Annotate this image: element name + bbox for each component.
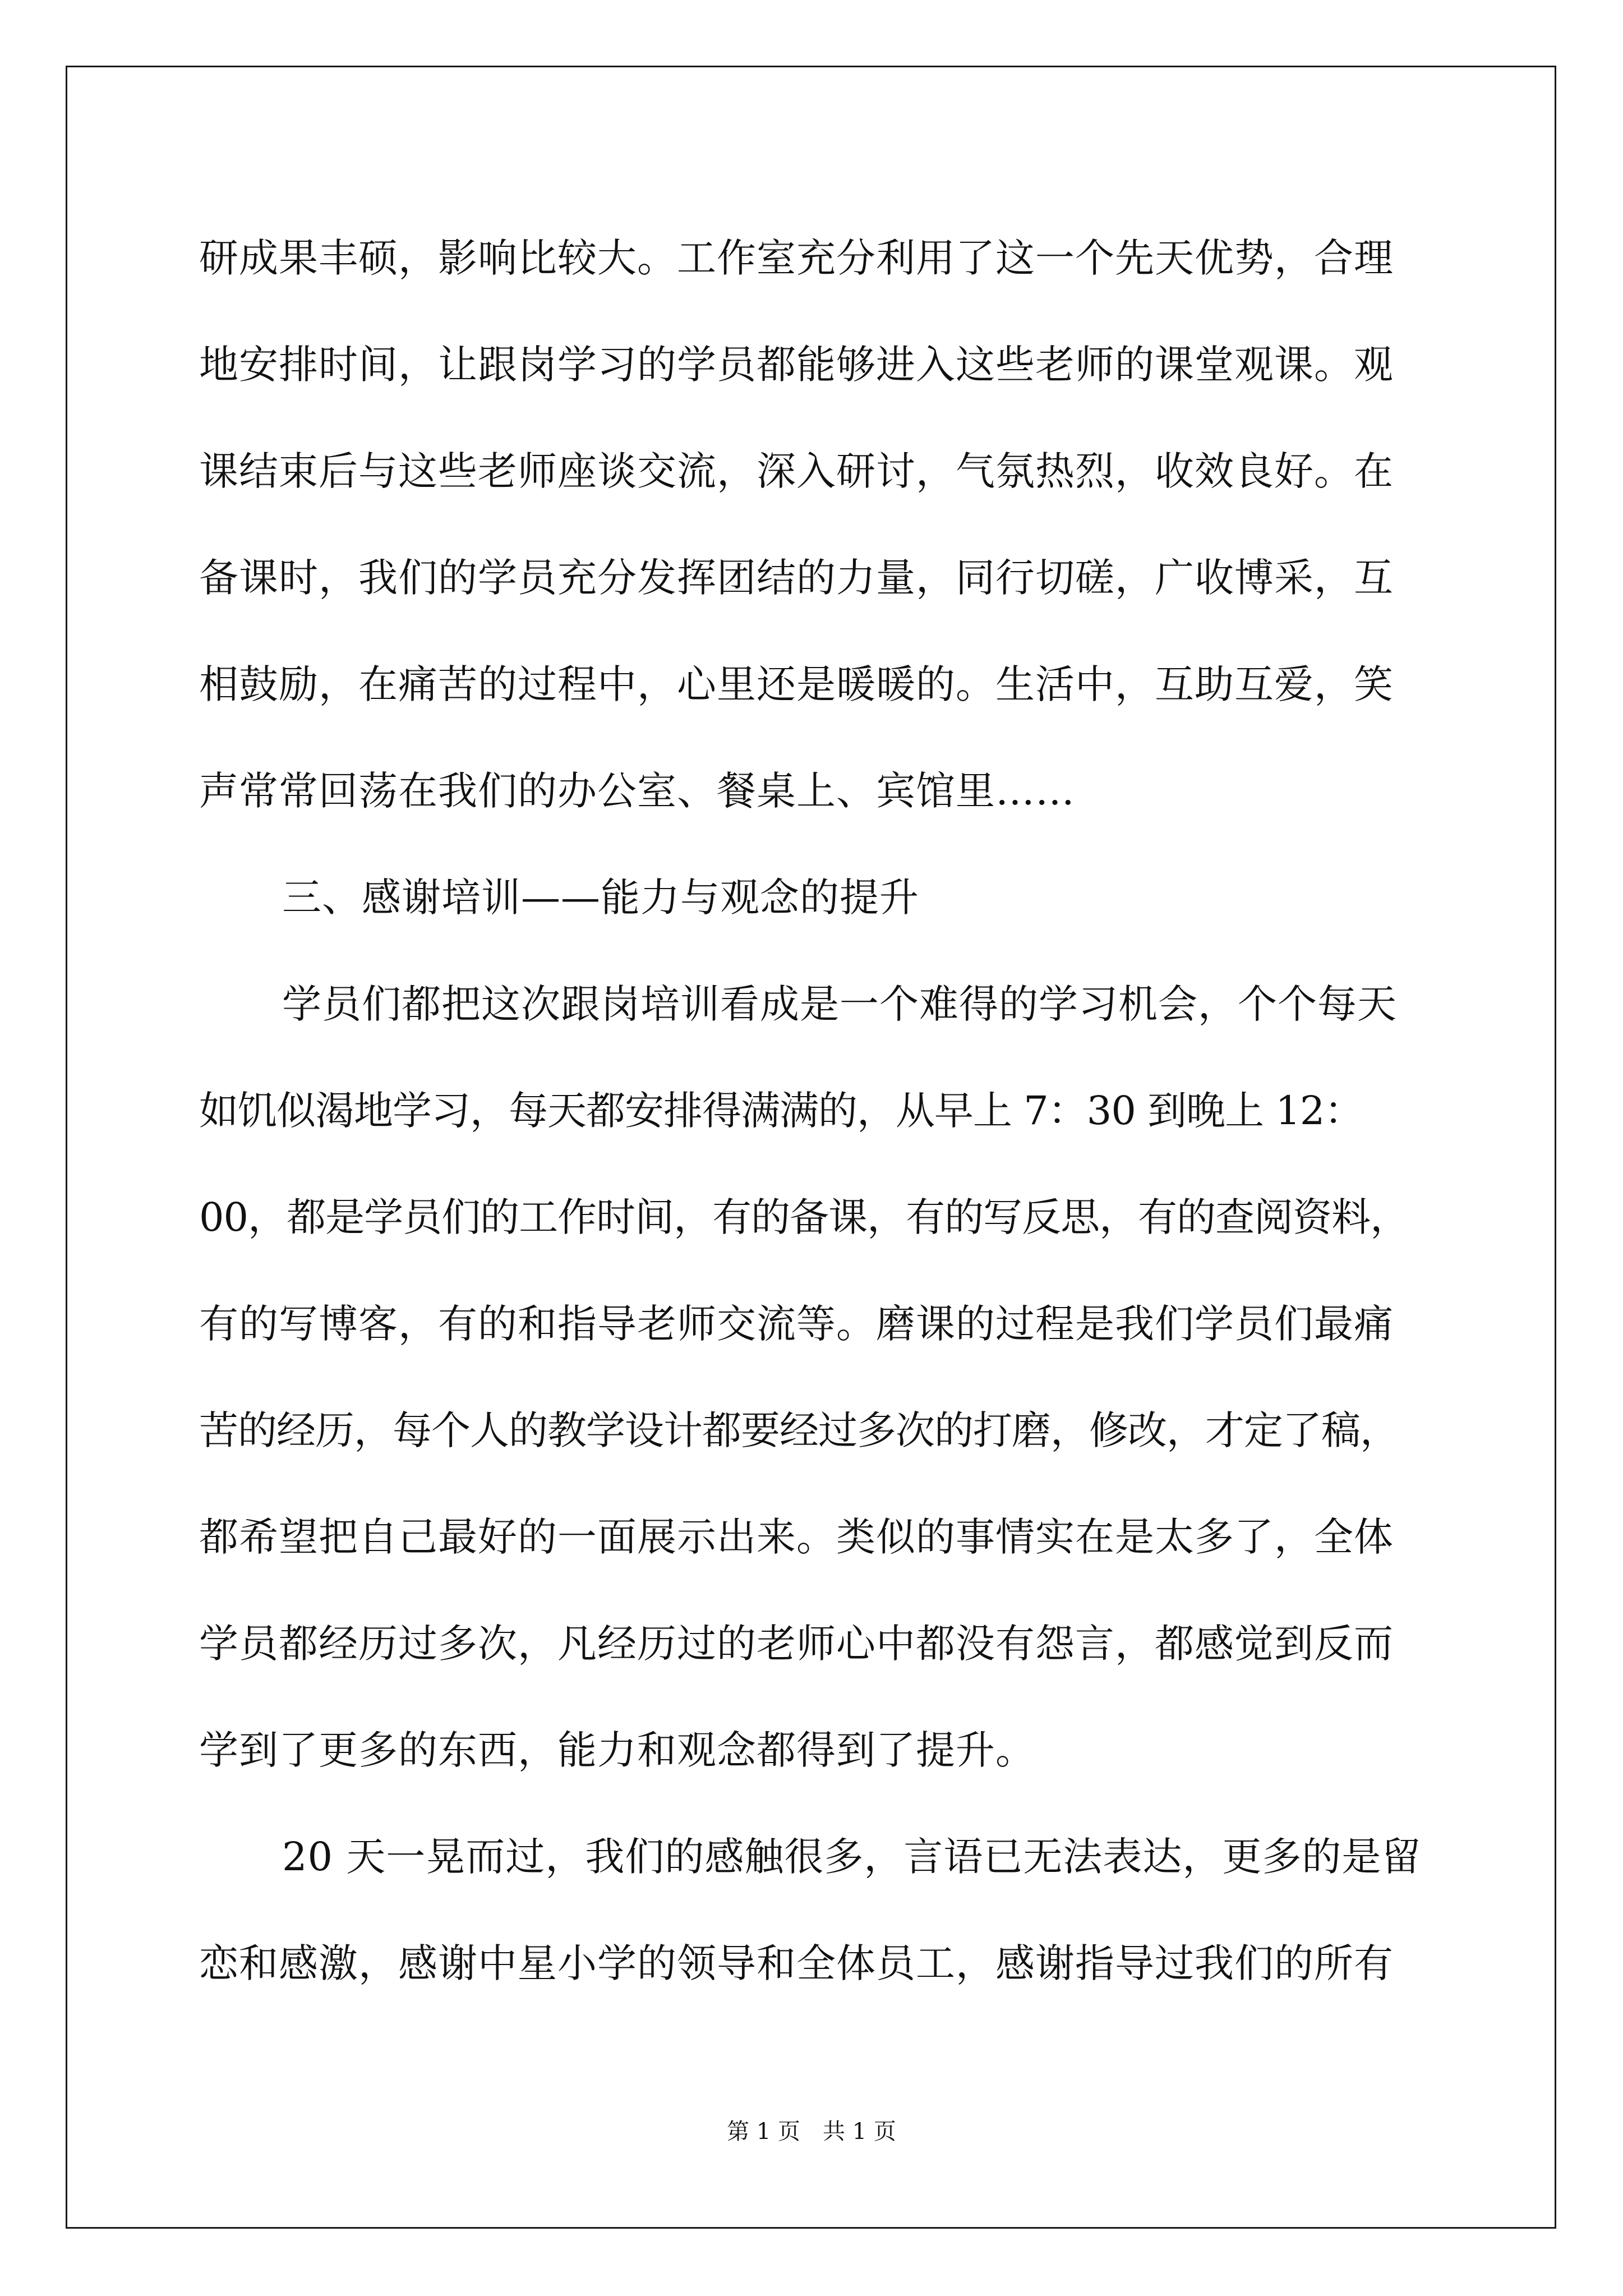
text-line: 备课时，我们的学员充分发挥团结的力量，同行切磋，广收博采，互 [199, 555, 1394, 601]
text-line: 相鼓励，在痛苦的过程中，心里还是暖暖的。生活中，互助互爱，笑 [199, 661, 1394, 707]
text-line: 研成果丰硕，影响比较大。工作室充分利用了这一个先天优势，合理 [199, 235, 1394, 281]
document-body [199, 205, 1472, 2017]
text-line: 学到了更多的东西，能力和观念都得到了提升。 [199, 1727, 1035, 1773]
text-line: 如饥似渴地学习，每天都安排得满满的，从早上 7：30 到晚上 12： [199, 1088, 1363, 1134]
text-line: 声常常回荡在我们的办公室、餐桌上、宾馆里…… [199, 768, 1075, 814]
section-heading: 三、感谢培训——能力与观念的提升 [282, 875, 919, 921]
text-line: 有的写博客，有的和指导老师交流等。磨课的过程是我们学员们最痛 [199, 1301, 1394, 1347]
text-line: 学员都经历过多次，凡经历过的老师心中都没有怨言，都感觉到反而 [199, 1621, 1394, 1667]
text-line: 学员们都把这次跟岗培训看成是一个难得的学习机会，个个每天 [282, 981, 1397, 1027]
text-line: 20 天一晃而过，我们的感触很多，言语已无法表达，更多的是留 [282, 1834, 1422, 1880]
page-footer: 第 1 页 共 1 页 [727, 2119, 896, 2145]
text-line: 课结束后与这些老师座谈交流，深入研讨，气氛热烈，收效良好。在 [199, 448, 1394, 494]
text-line: 苦的经历，每个人的教学设计都要经过多次的打磨，修改，才定了稿， [199, 1407, 1399, 1453]
text-line: 恋和感激，感谢中星小学的领导和全体员工，感谢指导过我们的所有 [199, 1940, 1394, 1986]
text-line: 00，都是学员们的工作时间，有的备课，有的写反思，有的查阅资料， [199, 1194, 1409, 1240]
text-line: 都希望把自己最好的一面展示出来。类似的事情实在是太多了，全体 [199, 1514, 1394, 1560]
text-line: 地安排时间，让跟岗学习的学员都能够进入这些老师的课堂观课。观 [199, 342, 1394, 388]
